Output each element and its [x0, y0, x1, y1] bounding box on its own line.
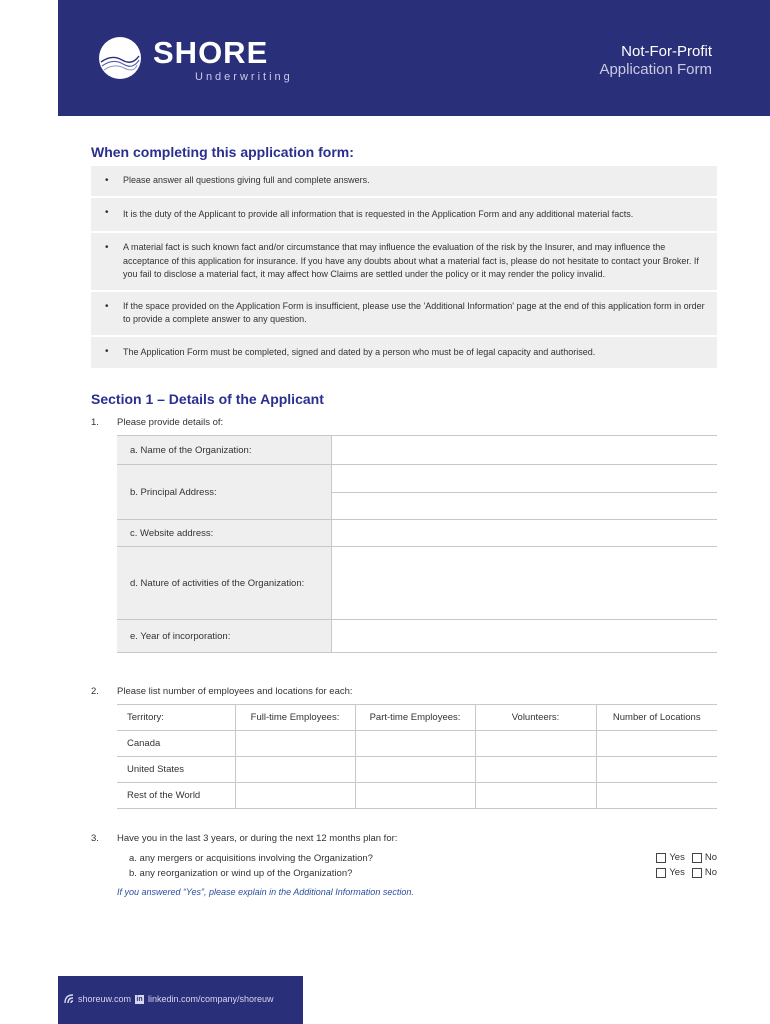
list-item: • A material fact is such known fact and/or circumstance that may influence the evaluation of the risk by the Insurer, and may influence the acceptance of this application for insurance. If you have any doubts about what a material fact is, please do not hesitate to contact your Broker. If you fail to disclose a material fact, it may affect how Claims are settled under the policy or it may render the policy invalid. — [91, 233, 717, 292]
q3b-yes-no — [652, 867, 717, 878]
q2-text: Please list number of employees and locations for each: — [117, 686, 353, 697]
q3a-no-checkbox[interactable] — [692, 853, 702, 863]
col-volunteers: Volunteers: — [475, 705, 596, 731]
q3-number: 3. — [91, 833, 99, 844]
us-locations-field[interactable] — [596, 757, 717, 783]
principal-address-label: b. Principal Address: — [117, 465, 331, 520]
section1-heading: Section 1 – Details of the Applicant — [91, 391, 324, 407]
no-label: No — [704, 852, 717, 863]
q3a-text: a. any mergers or acquisitions involving the Organization? — [129, 853, 373, 864]
footer-bar — [58, 976, 303, 1024]
footer-website[interactable] — [64, 994, 131, 1004]
territory-canada: Canada — [117, 731, 235, 757]
intro-heading: When completing this application form: — [91, 144, 354, 160]
row-locations-field[interactable] — [596, 783, 717, 809]
q2-number: 2. — [91, 686, 99, 697]
yes-label: Yes — [669, 867, 685, 878]
canada-locations-field[interactable] — [596, 731, 717, 757]
q3a-yes-checkbox[interactable] — [656, 853, 666, 863]
linkedin-link[interactable]: linkedin.com/company/shoreuw — [148, 994, 274, 1004]
territory-united-states: United States — [117, 757, 235, 783]
list-item: • It is the duty of the Applicant to provide all information that is requested in the Application Form and any additional material facts. — [91, 198, 717, 234]
brand-name: SHORE — [153, 35, 269, 70]
list-item: • Please answer all questions giving full and complete answers. — [91, 166, 717, 198]
canada-full-time-field[interactable] — [235, 731, 355, 757]
table-row — [117, 731, 717, 757]
website-link[interactable]: shoreuw.com — [78, 994, 132, 1004]
q3-text: Have you in the last 3 years, or during the next 12 months plan for: — [117, 833, 398, 844]
q3b-no-checkbox[interactable] — [692, 868, 702, 878]
canada-volunteers-field[interactable] — [475, 731, 596, 757]
wave-icon — [64, 994, 74, 1004]
header-banner — [58, 0, 770, 116]
col-locations: Number of Locations — [596, 705, 717, 731]
list-item: • The Application Form must be completed, signed and dated by a person who must be of legal capacity and authorised. — [91, 337, 717, 371]
row-full-time-field[interactable] — [235, 783, 355, 809]
intro-bullet-list — [91, 166, 717, 370]
shore-logo-icon — [98, 36, 142, 80]
col-full-time: Full-time Employees: — [235, 705, 355, 731]
applicant-details-table — [117, 435, 717, 653]
principal-address-field-2[interactable] — [331, 493, 717, 520]
us-volunteers-field[interactable] — [475, 757, 596, 783]
website-field[interactable] — [331, 520, 717, 547]
col-territory: Territory: — [117, 705, 235, 731]
q3b-yes-checkbox[interactable] — [656, 868, 666, 878]
territory-rest-of-world: Rest of the World — [117, 783, 235, 809]
no-label: No — [704, 867, 717, 878]
col-part-time: Part-time Employees: — [355, 705, 475, 731]
org-name-field[interactable] — [331, 436, 717, 465]
table-row — [117, 757, 717, 783]
us-part-time-field[interactable] — [355, 757, 475, 783]
canada-part-time-field[interactable] — [355, 731, 475, 757]
form-subtitle: Application Form — [599, 61, 712, 78]
linkedin-icon: in — [136, 995, 143, 1003]
table-row — [117, 783, 717, 809]
q3a-yes-no — [652, 852, 717, 863]
q3b-text: b. any reorganization or wind up of the Organization? — [129, 868, 353, 879]
list-item: • If the space provided on the Application Form is insufficient, please use the 'Additional Information' page at the end of this application form in order to provide a complete answer to any question. — [91, 292, 717, 337]
activities-label: d. Nature of activities of the Organization: — [117, 547, 331, 620]
form-title: Not-For-Profit — [621, 43, 712, 60]
principal-address-field-1[interactable] — [331, 465, 717, 493]
employees-table — [117, 704, 717, 809]
year-incorporation-label: e. Year of incorporation: — [117, 620, 331, 653]
q3-note: If you answered “Yes”, please explain in the Additional Information section. — [117, 887, 414, 897]
row-part-time-field[interactable] — [355, 783, 475, 809]
website-label: c. Website address: — [117, 520, 331, 547]
footer-linkedin[interactable] — [135, 994, 274, 1004]
brand-subtitle: Underwriting — [195, 71, 293, 83]
q1-text: Please provide details of: — [117, 417, 224, 428]
activities-field[interactable] — [331, 547, 717, 620]
us-full-time-field[interactable] — [235, 757, 355, 783]
row-volunteers-field[interactable] — [475, 783, 596, 809]
year-incorporation-field[interactable] — [331, 620, 717, 653]
q1-number: 1. — [91, 417, 99, 428]
yes-label: Yes — [669, 852, 685, 863]
org-name-label: a. Name of the Organization: — [117, 436, 331, 465]
